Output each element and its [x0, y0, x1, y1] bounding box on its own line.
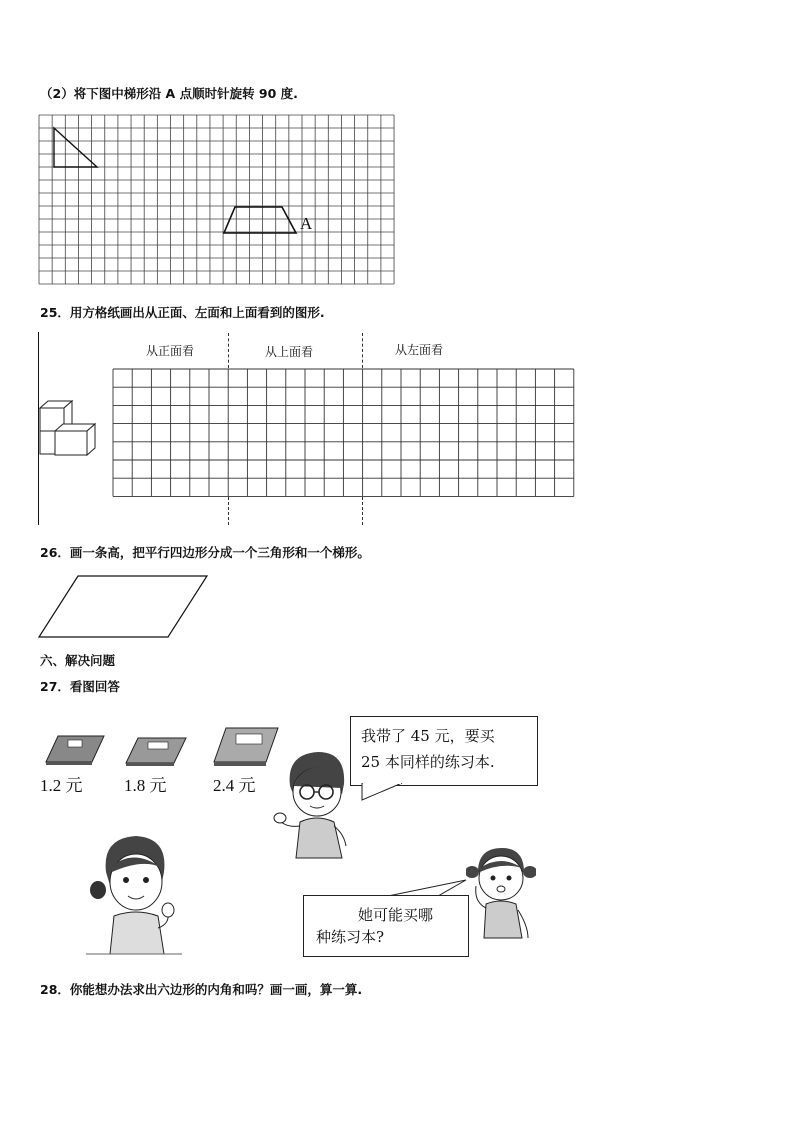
bubble-girl-line-1: 她可能买哪 — [358, 906, 434, 924]
girl-thumbs-up-illustration — [84, 832, 184, 956]
bubble-boy-tail — [360, 783, 420, 803]
view-label-front: 从正面看 — [146, 344, 195, 358]
speech-bubble-boy — [350, 716, 538, 786]
speech-bubble-girl — [303, 895, 469, 957]
notebook-2-icon — [124, 736, 188, 768]
bubble-boy-line-2: 25 本同样的练习本. — [361, 753, 495, 771]
view-label-top: 从上面看 — [265, 345, 314, 359]
price-notebook-3: 2.4 元 — [213, 776, 256, 795]
boy-glasses-illustration — [272, 746, 356, 862]
question-24-2-text: （2）将下图中梯形沿 A 点顺时针旋转 90 度. — [40, 86, 298, 101]
parallelogram-figure[interactable] — [38, 574, 210, 640]
price-notebook-1: 1.2 元 — [40, 776, 83, 795]
question-25-text: 25．用方格纸画出从正面、左面和上面看到的图形. — [40, 305, 325, 320]
section-6-heading: 六、解决问题 — [40, 653, 116, 668]
triangle-shape — [54, 128, 97, 167]
girl-pigtails-illustration — [466, 846, 536, 942]
divider-dash — [228, 333, 229, 368]
bubble-girl-line-2: 种练习本? — [316, 928, 385, 946]
divider-dash — [362, 497, 363, 525]
price-notebook-2: 1.8 元 — [124, 776, 167, 795]
view-label-left: 从左面看 — [395, 343, 444, 357]
divider-dash — [228, 497, 229, 525]
trapezoid-shape — [224, 207, 296, 233]
notebook-1-icon — [44, 732, 106, 766]
notebook-3-icon — [212, 726, 280, 768]
question-28-text: 28．你能想办法求出六边形的内角和吗？画一画，算一算. — [40, 982, 363, 997]
point-a-label: A — [300, 214, 313, 233]
question-26-text: 26．画一条高，把平行四边形分成一个三角形和一个梯形。 — [40, 545, 370, 560]
views-grid[interactable] — [112, 368, 576, 498]
bubble-boy-line-1: 我带了 45 元，要买 — [361, 727, 495, 745]
question-27-text: 27．看图回答 — [40, 679, 120, 694]
rotation-grid — [38, 114, 396, 287]
divider-dash — [362, 333, 363, 368]
cube-stack-figure — [38, 398, 98, 460]
